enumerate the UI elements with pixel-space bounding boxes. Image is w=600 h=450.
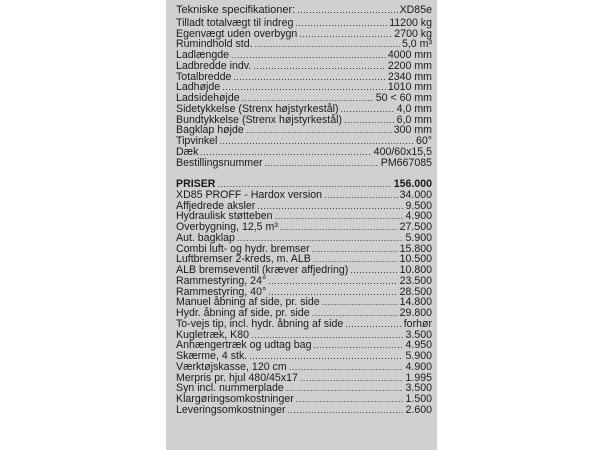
leader-dots <box>257 201 403 212</box>
spec-value: 60° <box>415 135 432 147</box>
leader-dots <box>255 39 400 50</box>
price-label: Leveringsomkostninger <box>176 403 286 416</box>
price-label: Værktøjskasse, 120 cm <box>176 360 287 373</box>
leader-dots <box>296 394 404 405</box>
spec-title: Tekniske specifikationer: <box>176 4 296 16</box>
price-value: 3.500 <box>405 382 432 395</box>
price-value: 28.500 <box>399 285 432 298</box>
price-row <box>176 319 432 330</box>
price-label: To-vejs tip, incl. hydr. åbning af side <box>176 317 344 330</box>
price-row <box>176 362 432 373</box>
price-label: Aut. bagklap <box>176 231 235 244</box>
spec-value: 300 mm <box>393 124 432 137</box>
price-value: 2.600 <box>405 403 432 416</box>
leader-dots <box>341 104 395 115</box>
leader-dots <box>233 72 385 83</box>
price-value: 34.000 <box>399 188 432 201</box>
spec-label: Rumindhold std. <box>176 38 253 51</box>
price-value: 4.950 <box>405 339 432 352</box>
price-row <box>176 276 432 287</box>
spec-value: 50 < 60 mm <box>375 92 432 104</box>
spec-label: Totalbredde <box>176 70 232 83</box>
spec-value: 6,0 mm <box>396 113 432 126</box>
leader-dots <box>295 18 387 29</box>
price-value: 10.500 <box>399 253 432 266</box>
leader-dots <box>322 297 398 308</box>
spec-value: 4000 mm <box>387 49 432 61</box>
price-label: Anhængertræk og udtag bag <box>176 339 312 352</box>
price-value: forhør <box>403 317 432 330</box>
spec-row <box>176 104 432 115</box>
leader-dots <box>324 190 398 201</box>
price-label: Klargøringsomkostninger <box>176 393 294 405</box>
spec-label: Ladhøjde <box>176 81 221 94</box>
leader-dots <box>231 50 386 61</box>
price-row <box>176 405 432 416</box>
spec-label: Bestillingsnummer <box>176 156 263 169</box>
price-label: Affjedrede aksler <box>176 199 256 212</box>
price-label: XD85 PROFF - Hardox version <box>176 188 323 201</box>
leader-dots <box>313 340 403 351</box>
spec-row <box>176 158 432 169</box>
spec-label: Bundtykkelse (Strenx højstyrkestål) <box>176 113 343 126</box>
leader-dots <box>289 362 404 373</box>
spec-value: 1010 mm <box>387 81 432 94</box>
prices-title: PRISER <box>176 178 216 190</box>
price-label: Merpris pr. hjul 480/45x17 <box>176 371 298 384</box>
spec-label: Dæk <box>176 145 199 158</box>
leader-dots <box>350 265 397 276</box>
leader-dots <box>288 405 404 416</box>
spec-value: 5,0 m³ <box>401 38 432 51</box>
price-label: Rammestyring, 24° <box>176 274 267 287</box>
leader-dots <box>246 125 392 136</box>
leader-dots <box>286 383 404 394</box>
price-value: 4.900 <box>405 210 432 223</box>
leader-dots <box>280 222 398 233</box>
price-row <box>176 233 432 244</box>
price-list <box>176 190 432 416</box>
price-value: 4.900 <box>405 360 432 373</box>
spec-row <box>176 147 432 158</box>
leader-dots <box>300 373 404 384</box>
spec-label: Ladbredde indv. <box>176 59 252 72</box>
price-label: Rammestyring, 40° <box>176 285 267 298</box>
leader-dots <box>297 5 397 16</box>
spec-label: Sidetykkelse (Strenx højstyrkestål) <box>176 102 339 115</box>
price-value: 27.500 <box>399 221 432 233</box>
price-value: 15.800 <box>399 242 432 255</box>
spec-value: 400/60x15,5 <box>373 145 432 158</box>
spec-header <box>176 5 432 16</box>
spec-value: 2200 mm <box>387 59 432 72</box>
price-label: Skærme, 4 stk. <box>176 350 248 362</box>
spec-row <box>176 61 432 72</box>
price-value: 3.500 <box>405 328 432 341</box>
model-name: XD85e <box>399 4 432 16</box>
price-row <box>176 190 432 201</box>
price-label: Manuel åbning af side, pr. side <box>176 296 320 309</box>
spec-value: 11200 kg <box>389 16 432 29</box>
price-value: 1.995 <box>405 371 432 384</box>
price-label: ALB bremseventil (kræver affjedring) <box>176 264 349 276</box>
price-label: Hydraulisk støtteben <box>176 210 273 223</box>
spec-value: 2700 kg <box>394 27 432 40</box>
price-label: Kugletræk, K80 <box>176 328 250 341</box>
price-label: Syn incl. nummerplade <box>176 382 284 395</box>
leader-dots <box>345 319 402 330</box>
leader-dots <box>344 115 395 126</box>
price-value: 29.800 <box>399 307 432 319</box>
price-value: 23.500 <box>399 274 432 287</box>
spec-label: Bagklap højde <box>176 124 244 137</box>
leader-dots <box>200 147 371 158</box>
spec-row <box>176 18 432 29</box>
price-value: 5.900 <box>405 350 432 362</box>
spec-label: Ladlængde <box>176 49 230 61</box>
price-value: 10.800 <box>399 264 432 276</box>
price-label: Hydr. åbning af side, pr. side <box>176 307 310 319</box>
spec-list <box>176 18 432 169</box>
base-price: 156.000 <box>393 178 432 190</box>
leader-dots <box>268 276 397 287</box>
leader-dots <box>237 233 404 244</box>
price-value: 14.800 <box>399 296 432 309</box>
price-value: 1.500 <box>405 393 432 405</box>
spec-label: Egenvægt uden overbygn <box>176 27 298 40</box>
price-label: Overbygning, 12,5 m³ <box>176 221 278 233</box>
spec-value: PM667085 <box>380 156 432 169</box>
spec-label: Tipvinkel <box>176 135 218 147</box>
price-value: 9.500 <box>405 199 432 212</box>
spec-value: 2340 mm <box>387 70 432 83</box>
leader-dots <box>312 244 398 255</box>
price-label: Combi luft- og hydr. bremser <box>176 242 310 255</box>
leader-dots <box>222 82 386 93</box>
spec-value: 4,0 mm <box>396 102 432 115</box>
price-value: 5.900 <box>405 231 432 244</box>
leader-dots <box>275 211 404 222</box>
leader-dots <box>253 61 386 72</box>
spec-label: Ladsidehøjde <box>176 92 240 104</box>
leader-dots <box>265 158 379 169</box>
spec-price-panel <box>166 0 437 450</box>
leader-dots <box>299 29 392 40</box>
price-label: Luftbremser 2-kreds, m. ALB <box>176 253 311 266</box>
spec-label: Tilladt totalvægt til indreg <box>176 16 294 29</box>
